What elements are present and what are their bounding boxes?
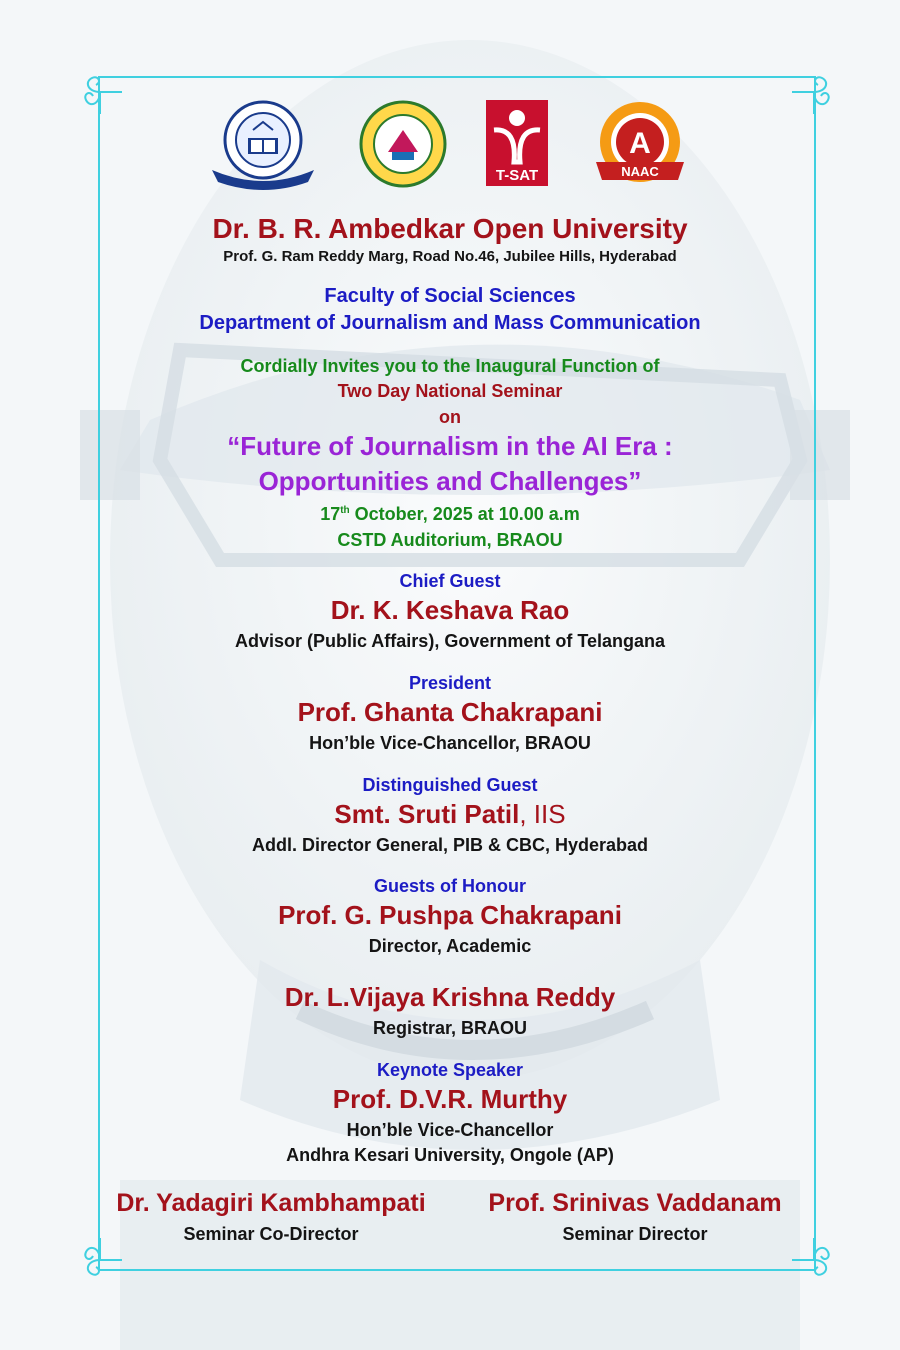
tsat-logo-text: T-SAT [495, 167, 539, 184]
distinguished-guest-name [0, 800, 900, 830]
guest-of-honour-name: Dr. L.Vijaya Krishna Reddy [284, 982, 616, 1012]
seminar-venue: CSTD Auditorium, BRAOU [337, 530, 563, 550]
naac-grade-text: A [629, 127, 651, 160]
signatory-name: Dr. Yadagiri Kambhampati [116, 1189, 426, 1217]
invite-line-1: Cordially Invites you to the Inaugural Function of [240, 356, 660, 376]
keynote-speaker-designation-2: Andhra Kesari University, Ongole (AP) [286, 1145, 614, 1165]
signatory-name: Prof. Srinivas Vaddanam [488, 1189, 782, 1217]
invite-line-3: on [439, 407, 461, 427]
university-address: Prof. G. Ram Reddy Marg, Road No.46, Jubilee Hills, Hyderabad [223, 248, 677, 265]
keynote-speaker-name: Prof. D.V.R. Murthy [332, 1084, 568, 1114]
date-day: 17 [320, 504, 341, 524]
distinguished-guest-name-text: Smt. Sruti Patil [334, 799, 520, 829]
guest-of-honour-name: Prof. G. Pushpa Chakrapani [278, 900, 622, 930]
keynote-speaker-designation-1: Hon’ble Vice-Chancellor [346, 1120, 554, 1140]
chief-guest-name: Dr. K. Keshava Rao [330, 595, 570, 625]
braou-emblem-logo [208, 100, 318, 192]
distinguished-guest-suffix: , IIS [519, 799, 566, 829]
university-name: Dr. B. R. Ambedkar Open University [212, 213, 688, 244]
keynote-speaker-role: Keynote Speaker [376, 1060, 524, 1080]
date-rest: October, 2025 at 10.00 a.m [349, 504, 580, 524]
guest-of-honour-designation: Director, Academic [368, 936, 532, 956]
tsat-logo [486, 100, 548, 186]
chief-guest-role: Chief Guest [399, 571, 501, 591]
invite-line-2: Two Day National Seminar [337, 381, 563, 401]
seminar-title-line-2: Opportunities and Challenges” [258, 466, 642, 496]
guest-of-honour-designation: Registrar, BRAOU [372, 1018, 528, 1038]
seminar-date [0, 504, 900, 525]
president-name: Prof. Ghanta Chakrapani [297, 697, 603, 727]
telangana-council-emblem-logo [358, 100, 448, 190]
president-designation: Hon’ble Vice-Chancellor, BRAOU [309, 733, 591, 753]
date-suffix: th [340, 505, 350, 516]
signatory-designation: Seminar Director [562, 1224, 708, 1244]
signatory-designation: Seminar Co-Director [183, 1224, 359, 1244]
guests-of-honour-role: Guests of Honour [374, 876, 526, 896]
distinguished-guest-designation: Addl. Director General, PIB & CBC, Hyderabad [251, 835, 649, 855]
naac-badge-logo [590, 100, 690, 190]
department-name: Department of Journalism and Mass Communication [199, 312, 701, 334]
chief-guest-designation: Advisor (Public Affairs), Government of Telangana [234, 631, 666, 651]
president-role: President [408, 673, 492, 693]
seminar-title-line-1: “Future of Journalism in the AI Era : [227, 431, 673, 461]
logos-row [0, 100, 900, 190]
naac-ribbon-text: NAAC [621, 164, 659, 179]
faculty-name: Faculty of Social Sciences [324, 285, 576, 307]
distinguished-guest-role: Distinguished Guest [362, 775, 538, 795]
